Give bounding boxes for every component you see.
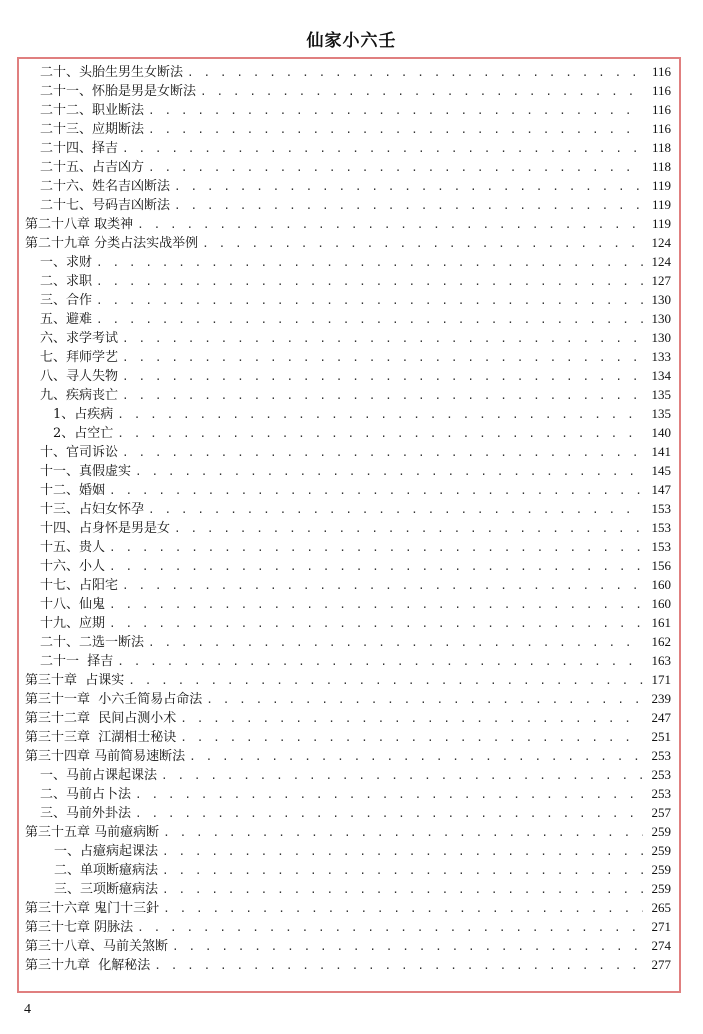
dot-leader [148, 158, 643, 177]
toc-page-number: 253 [651, 767, 671, 782]
toc-page-number: 153 [651, 520, 671, 535]
toc-section-entry[interactable] [19, 100, 679, 119]
toc-entry-label: 第三十八章、马前关煞断 [25, 939, 169, 954]
toc-page-number: 140 [651, 425, 671, 440]
toc-page-number: 118 [651, 140, 671, 155]
dot-leader [128, 671, 643, 690]
dot-leader [180, 728, 643, 747]
dot-leader [122, 576, 643, 595]
dot-leader [162, 842, 643, 861]
page-number: 4 [24, 1002, 31, 1017]
toc-page-number: 124 [651, 254, 671, 269]
dot-leader [163, 899, 643, 918]
toc-page-number: 119 [651, 216, 671, 231]
toc-page-number: 116 [651, 102, 671, 117]
dot-leader [122, 386, 643, 405]
toc-section-entry[interactable] [19, 442, 679, 461]
toc-section-entry[interactable] [19, 537, 679, 556]
toc-page-number: 259 [651, 862, 671, 877]
toc-entry-label: 十四、占身怀是男是女 [40, 521, 171, 536]
toc-entry-label: 八、寻人失物 [40, 369, 119, 384]
dot-leader [117, 424, 643, 443]
toc-entry-label: 二十一、怀胎是男是女断法 [40, 84, 197, 99]
toc-entry-label: 十九、应期 [40, 616, 106, 631]
toc-entry-label: 二十七、号码吉凶断法 [40, 198, 171, 213]
toc-chapter-entry[interactable] [19, 233, 679, 252]
toc-page-number: 259 [651, 824, 671, 839]
toc-section-entry[interactable] [19, 765, 679, 784]
dot-leader [109, 481, 643, 500]
dot-leader [122, 443, 643, 462]
dot-leader [117, 652, 643, 671]
toc-entry-label: 1、占疾病 [53, 407, 114, 422]
toc-page-number: 145 [651, 463, 671, 478]
toc-page-number: 119 [651, 178, 671, 193]
dot-leader [187, 63, 643, 82]
toc-chapter-entry[interactable] [19, 955, 679, 974]
toc-chapter-entry[interactable] [19, 670, 679, 689]
dot-leader [162, 861, 643, 880]
toc-section-entry[interactable] [19, 81, 679, 100]
dot-leader [135, 804, 643, 823]
toc-section-entry[interactable] [19, 366, 679, 385]
dot-leader [148, 633, 643, 652]
toc-page-number: 257 [651, 805, 671, 820]
toc-section-entry[interactable] [19, 423, 679, 442]
toc-chapter-entry[interactable] [19, 214, 679, 233]
toc-entry-label: 二十一 择吉 [40, 654, 114, 669]
toc-entry-label: 第二十八章 取类神 [25, 217, 134, 232]
toc-frame [17, 57, 681, 993]
toc-chapter-entry[interactable] [19, 689, 679, 708]
toc-entry-label: 六、求学考试 [40, 331, 119, 346]
toc-page-number: 160 [651, 577, 671, 592]
toc-entry-label: 二十、二选一断法 [40, 635, 145, 650]
toc-entry-label: 第三十四章 马前简易速断法 [25, 749, 186, 764]
toc-entry-label: 十五、贵人 [40, 540, 106, 555]
dot-leader [122, 367, 643, 386]
dot-leader [202, 234, 643, 253]
toc-entry-label: 十二、婚姻 [40, 483, 106, 498]
toc-page-number: 127 [651, 273, 671, 288]
dot-leader [174, 519, 643, 538]
toc-page-number: 116 [651, 64, 671, 79]
toc-section-entry[interactable] [19, 328, 679, 347]
toc-section-entry[interactable] [19, 784, 679, 803]
dot-leader [122, 348, 643, 367]
dot-leader [148, 101, 643, 120]
toc-section-entry[interactable] [19, 119, 679, 138]
toc-section-entry[interactable] [19, 461, 679, 480]
toc-chapter-entry[interactable] [19, 822, 679, 841]
toc-entry-label: 三、合作 [40, 293, 93, 308]
toc-page-number: 161 [651, 615, 671, 630]
toc-section-entry[interactable] [19, 176, 679, 195]
toc-page-number: 133 [651, 349, 671, 364]
toc-entry-label: 十三、占妇女怀孕 [40, 502, 145, 517]
toc-entry-label: 二、求职 [40, 274, 93, 289]
dot-leader [135, 462, 643, 481]
toc-entry-label: 五、避难 [40, 312, 93, 327]
toc-page-number: 162 [651, 634, 671, 649]
toc-page-number: 253 [651, 786, 671, 801]
toc-section-entry[interactable] [19, 556, 679, 575]
toc-entry-label: 二、马前占卜法 [40, 787, 132, 802]
toc-entry-label: 第三十五章 马前癔病断 [25, 825, 160, 840]
toc-page-number: 156 [651, 558, 671, 573]
table-of-contents [19, 62, 679, 974]
toc-page-number: 124 [651, 235, 671, 250]
toc-page-number: 277 [651, 957, 671, 972]
dot-leader [137, 215, 643, 234]
dot-leader [109, 538, 643, 557]
toc-entry-label: 三、马前外卦法 [40, 806, 132, 821]
toc-page-number: 239 [651, 691, 671, 706]
toc-page-number: 119 [651, 197, 671, 212]
toc-section-entry[interactable] [19, 518, 679, 537]
toc-entry-label: 十六、小人 [40, 559, 106, 574]
toc-section-entry[interactable] [19, 480, 679, 499]
toc-page-number: 247 [651, 710, 671, 725]
toc-entry-label: 一、求财 [40, 255, 93, 270]
toc-section-entry[interactable] [19, 195, 679, 214]
toc-entry-label: 第三十二章 民间占测小术 [25, 711, 177, 726]
toc-page-number: 271 [651, 919, 671, 934]
toc-section-entry[interactable] [19, 271, 679, 290]
dot-leader [161, 766, 643, 785]
dot-leader [148, 120, 643, 139]
dot-leader [174, 196, 643, 215]
toc-entry-label: 二、单项断癔病法 [54, 863, 159, 878]
toc-entry-label: 一、占癔病起课法 [54, 844, 159, 859]
dot-leader [109, 557, 643, 576]
dot-leader [135, 785, 643, 804]
dot-leader [200, 82, 643, 101]
toc-page-number: 274 [651, 938, 671, 953]
toc-page-number: 153 [651, 501, 671, 516]
page-title: 仙家小六壬 [306, 31, 397, 51]
dot-leader [96, 253, 643, 272]
toc-page-number: 259 [651, 881, 671, 896]
dot-leader [206, 690, 643, 709]
dot-leader [96, 291, 643, 310]
toc-section-entry[interactable] [19, 879, 679, 898]
toc-section-entry[interactable] [19, 404, 679, 423]
toc-section-entry[interactable] [19, 157, 679, 176]
dot-leader [154, 956, 643, 975]
dot-leader [172, 937, 643, 956]
toc-page-number: 116 [651, 121, 671, 136]
toc-entry-label: 二十、头胎生男生女断法 [40, 65, 184, 80]
toc-entry-label: 第二十九章 分类占法实战举例 [25, 236, 199, 251]
dot-leader [148, 500, 643, 519]
toc-page-number: 259 [651, 843, 671, 858]
dot-leader [96, 310, 643, 329]
toc-section-entry[interactable] [19, 252, 679, 271]
toc-chapter-entry[interactable] [19, 727, 679, 746]
toc-page-number: 135 [651, 387, 671, 402]
toc-page-number: 160 [651, 596, 671, 611]
toc-section-entry[interactable] [19, 613, 679, 632]
toc-page-number: 253 [651, 748, 671, 763]
dot-leader [174, 177, 643, 196]
toc-entry-label: 十一、真假虚实 [40, 464, 132, 479]
dot-leader [122, 139, 643, 158]
toc-page-number: 163 [651, 653, 671, 668]
dot-leader [109, 614, 643, 633]
toc-entry-label: 一、马前占课起课法 [40, 768, 158, 783]
toc-section-entry[interactable] [19, 138, 679, 157]
toc-page-number: 134 [651, 368, 671, 383]
toc-entry-label: 第三十三章 江湖相士秘诀 [25, 730, 177, 745]
toc-section-entry[interactable] [19, 860, 679, 879]
toc-entry-label: 十八、仙鬼 [40, 597, 106, 612]
dot-leader [162, 880, 643, 899]
toc-section-entry[interactable] [19, 651, 679, 670]
toc-entry-label: 第三十九章 化解秘法 [25, 958, 151, 973]
toc-section-entry[interactable] [19, 594, 679, 613]
dot-leader [137, 918, 643, 937]
toc-page-number: 171 [651, 672, 671, 687]
toc-entry-label: 七、拜师学艺 [40, 350, 119, 365]
toc-page-number: 251 [651, 729, 671, 744]
dot-leader [122, 329, 643, 348]
toc-page-number: 265 [651, 900, 671, 915]
toc-chapter-entry[interactable] [19, 708, 679, 727]
dot-leader [117, 405, 643, 424]
toc-entry-label: 第三十一章 小六壬简易占命法 [25, 692, 203, 707]
dot-leader [163, 823, 643, 842]
toc-section-entry[interactable] [19, 385, 679, 404]
toc-entry-label: 第三十七章 阴脉法 [25, 920, 134, 935]
toc-page-number: 135 [651, 406, 671, 421]
toc-entry-label: 二十六、姓名吉凶断法 [40, 179, 171, 194]
toc-section-entry[interactable] [19, 347, 679, 366]
dot-leader [180, 709, 643, 728]
toc-chapter-entry[interactable] [19, 746, 679, 765]
toc-section-entry[interactable] [19, 62, 679, 81]
toc-chapter-entry[interactable] [19, 936, 679, 955]
toc-section-entry[interactable] [19, 575, 679, 594]
toc-entry-label: 第三十章 占课实 [25, 673, 125, 688]
toc-entry-label: 二十五、占吉凶方 [40, 160, 145, 175]
toc-page-number: 130 [651, 311, 671, 326]
toc-page-number: 118 [651, 159, 671, 174]
toc-entry-label: 二十二、职业断法 [40, 103, 145, 118]
toc-entry-label: 二十三、应期断法 [40, 122, 145, 137]
toc-page-number: 153 [651, 539, 671, 554]
dot-leader [96, 272, 643, 291]
dot-leader [189, 747, 643, 766]
toc-entry-label: 二十四、择吉 [40, 141, 119, 156]
toc-page-number: 147 [651, 482, 671, 497]
dot-leader [109, 595, 643, 614]
toc-entry-label: 第三十六章 鬼门十三針 [25, 901, 160, 916]
toc-section-entry[interactable] [19, 290, 679, 309]
toc-page-number: 141 [651, 444, 671, 459]
toc-entry-label: 2、占空亡 [53, 426, 114, 441]
toc-section-entry[interactable] [19, 309, 679, 328]
toc-page-number: 130 [651, 330, 671, 345]
toc-page-number: 130 [651, 292, 671, 307]
toc-section-entry[interactable] [19, 803, 679, 822]
toc-entry-label: 九、疾病丧亡 [40, 388, 119, 403]
toc-entry-label: 十、官司诉讼 [40, 445, 119, 460]
toc-section-entry[interactable] [19, 499, 679, 518]
toc-entry-label: 十七、占阳宅 [40, 578, 119, 593]
toc-entry-label: 三、三项断癔病法 [54, 882, 159, 897]
toc-page-number: 116 [651, 83, 671, 98]
toc-chapter-entry[interactable] [19, 917, 679, 936]
toc-section-entry[interactable] [19, 841, 679, 860]
toc-chapter-entry[interactable] [19, 898, 679, 917]
toc-section-entry[interactable] [19, 632, 679, 651]
